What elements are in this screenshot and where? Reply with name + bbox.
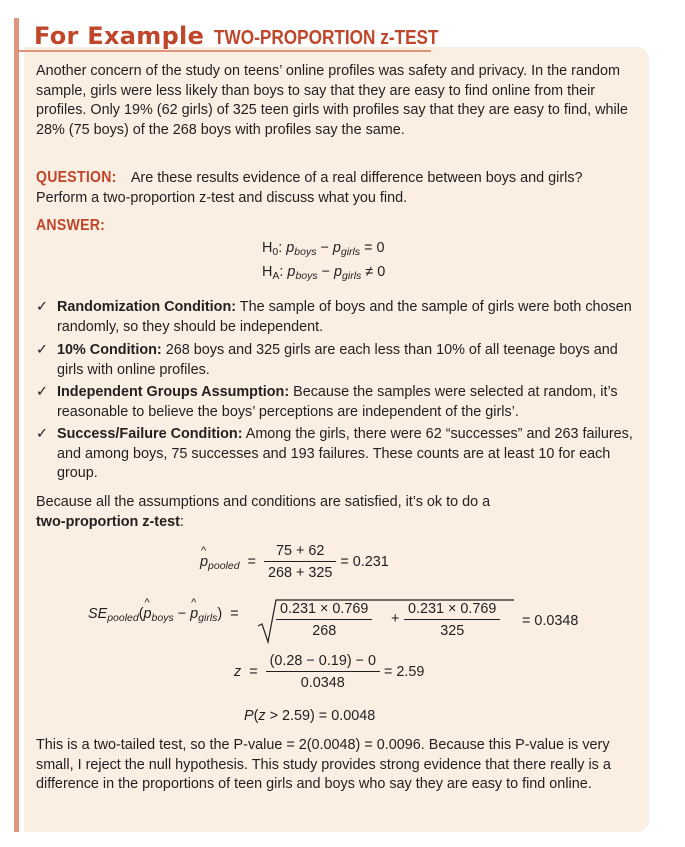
se-plus: + xyxy=(391,611,400,627)
check-icon: ✓ xyxy=(36,384,49,400)
pooled-proportion-equation: ^ $p_{pooled}$ = $\frac{75 + 62}{268 + 325}$ = 0.231 xyxy=(200,543,389,581)
pooled-fraction: $\frac{75 + 62}{268 + 325}$ xyxy=(264,543,336,581)
answer-label-wrap xyxy=(36,216,115,237)
question-text: Are these results evidence of a real difference between boys and girls? Perform a two-proportion z-test and discuss what you find. xyxy=(36,170,583,206)
question-paragraph xyxy=(36,168,636,208)
intro-paragraph: Another concern of the study on teens’ online profiles was safety and privacy. In the random sample, girls were less likely than boys to say that they are easy to find online from their profiles. Only 19% (62 girls) of 325 teen girls with profiles say that they are easy to find, while 28% (75 boys) of the 268 boys with profiles say the same. xyxy=(36,63,628,138)
check-icon: ✓ xyxy=(36,299,49,315)
example-subtitle: TWO-PROPORTION z-TEST xyxy=(214,27,439,49)
final-conclusion: This is a two-tailed test, so the P-value = 2(0.0048) = 0.0096. Because this P-value is very small, I reject the null hypothesis. This study provides strong evidence that there really is a difference in the proportions of teen girls and boys who say they are easy to find online. xyxy=(36,737,611,792)
example-title: For Example xyxy=(34,22,205,50)
conclusion-intro: Because all the assumptions and conditions are satisfied, it’s ok to do a two-proportion z-test: xyxy=(36,494,491,530)
answer-label: ANSWER: xyxy=(36,217,106,234)
question-label: QUESTION: xyxy=(36,169,117,186)
example-header xyxy=(34,22,475,54)
z-fraction: $\frac{(0.28 - 0.19) - 0}{0.0348}$ xyxy=(266,653,380,691)
probability-equation: P(z > 2.59) = 0.0048 xyxy=(244,708,376,724)
left-accent-bar xyxy=(14,18,19,832)
z-equation: z = $\frac{(0.28 - 0.19) - 0}{0.0348}$ = 2.59 xyxy=(234,653,425,691)
check-icon: ✓ xyxy=(36,342,49,358)
null-hypothesis: $H_0$: $p_{boys} - p_{girls} = 0$ xyxy=(262,240,385,258)
check-icon: ✓ xyxy=(36,426,49,442)
standard-error-equation: $SE_{pooled}(\^{}$ $p_{boys}$ − ^ $p_{girls}$) = xyxy=(88,606,241,624)
se-first-fraction: $\frac{0.231 \times 0.769}{268}$ xyxy=(276,601,372,639)
alternative-hypothesis: $H_A$: $p_{boys} - p_{girls} \ne 0$ xyxy=(262,264,386,282)
se-result: = 0.0348 xyxy=(522,613,579,629)
se-second-fraction: $\frac{0.231 \times 0.769}{325}$ xyxy=(404,601,500,639)
